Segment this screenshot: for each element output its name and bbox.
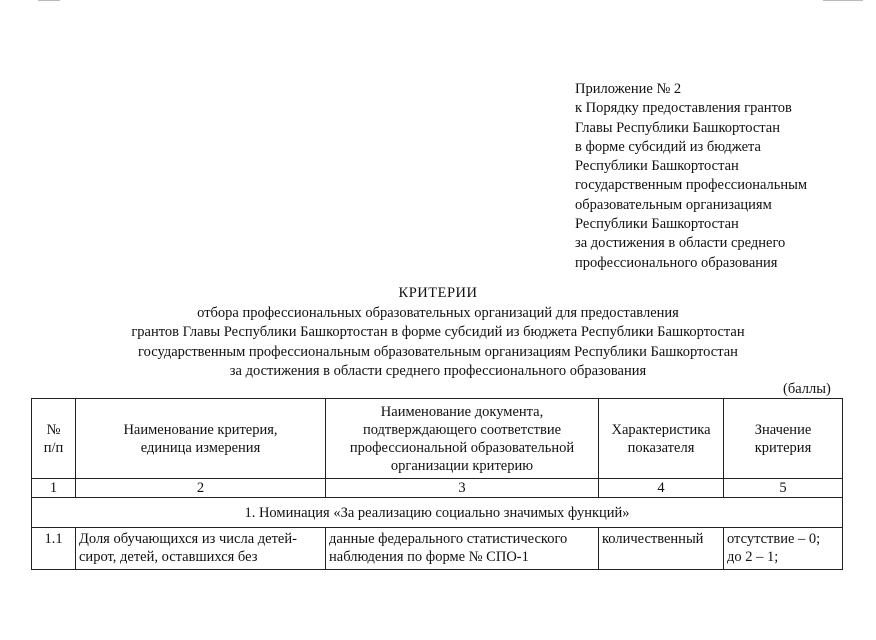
title-line: грантов Главы Республики Башкортостан в форме субсидий из бюджета Республики Башкортостан: [131, 324, 745, 340]
appendix-line: за достижения в области среднего: [575, 235, 786, 252]
scan-mark: [823, 0, 863, 1]
appendix-line: Главы Республики Башкортостан: [575, 119, 780, 136]
header-document: Наименование документа, подтверждающего соответствие профессиональной образовательной организации критерию: [326, 399, 599, 479]
header-criterion: Наименование критерия, единица измерения: [76, 399, 326, 479]
title-line: государственным профессиональным образовательным организациям Республики Башкортостан: [138, 343, 738, 360]
row-value: отсутствие – 0; до 2 – 1;: [724, 528, 843, 570]
appendix-line: Республики Башкортостан: [575, 216, 739, 233]
row-criterion: Доля обучающихся из числа детей- сирот, детей, оставшихся без: [76, 528, 326, 570]
nomination-row: [32, 498, 843, 528]
units-label: (баллы): [783, 381, 831, 397]
criteria-table: [31, 398, 843, 570]
title-heading: КРИТЕРИИ: [398, 285, 478, 301]
title-line: за достижения в области среднего профессионального образования: [229, 363, 647, 379]
header-characteristic: Характеристика показателя: [599, 399, 724, 479]
scan-mark: [38, 0, 60, 1]
row-number: 1.1: [32, 528, 76, 570]
title-line: отбора профессиональных образовательных организаций для предоставления: [197, 304, 679, 321]
appendix-reference: [575, 80, 865, 273]
table-header-row: [32, 399, 843, 479]
appendix-line: образовательным организациям: [575, 196, 772, 213]
appendix-line: Приложение № 2: [575, 81, 682, 97]
column-number-row: [32, 479, 843, 498]
row-document: данные федерального статистического наблюдения по форме № СПО-1: [326, 528, 599, 570]
table-row: [32, 528, 843, 570]
appendix-line: государственным профессиональным: [575, 177, 808, 194]
appendix-line: профессионального образования: [575, 254, 778, 271]
header-number: № п/п: [32, 399, 76, 479]
column-number: 3: [326, 479, 599, 498]
column-number: 5: [724, 479, 843, 498]
appendix-line: к Порядку предоставления грантов: [575, 100, 792, 117]
document-title: [0, 284, 876, 382]
column-number: 2: [76, 479, 326, 498]
appendix-line: Республики Башкортостан: [575, 158, 739, 175]
column-number: 4: [599, 479, 724, 498]
appendix-line: в форме субсидий из бюджета: [575, 138, 761, 155]
header-value: Значение критерия: [724, 399, 843, 479]
column-number: 1: [32, 479, 76, 498]
row-characteristic: количественный: [599, 528, 724, 570]
nomination-title: 1. Номинация «За реализацию социально значимых функций»: [32, 498, 843, 528]
